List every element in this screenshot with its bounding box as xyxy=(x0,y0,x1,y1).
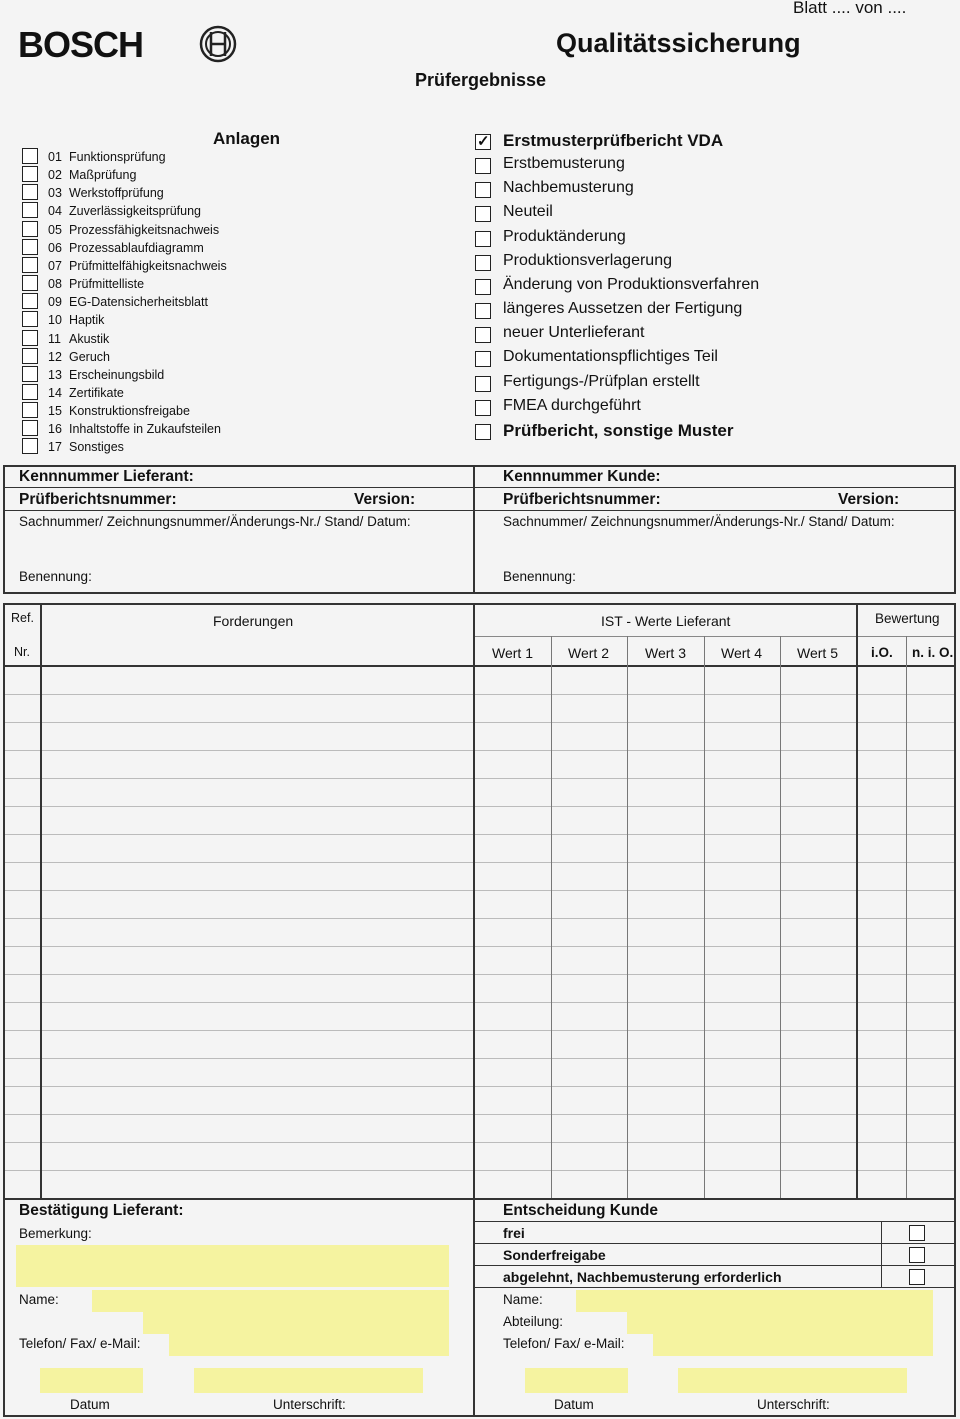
right-report-number-label: Prüfberichtsnummer: xyxy=(503,491,661,508)
supplier-confirmation-heading: Bestätigung Lieferant: xyxy=(19,1202,184,1219)
customer-name-field[interactable] xyxy=(576,1290,933,1312)
customer-id-label: Kennnummer Kunde: xyxy=(503,468,661,485)
sample-option-label: FMEA durchgeführt xyxy=(503,396,641,414)
left-part-number-label: Sachnummer/ Zeichnungsnummer/Änderungs-Nr./ Stand/ Datum: xyxy=(19,514,411,529)
attachment-number: 03 xyxy=(48,186,62,201)
supplier-signature-field[interactable] xyxy=(194,1368,423,1393)
attachment-checkbox[interactable] xyxy=(22,275,38,291)
requirements-header: Forderungen xyxy=(213,613,294,629)
customer-date-field[interactable] xyxy=(525,1368,628,1393)
attachment-checkbox[interactable] xyxy=(22,221,38,237)
supplier-contact-label: Telefon/ Fax/ e-Mail: xyxy=(19,1336,141,1351)
attachment-number: 06 xyxy=(48,240,62,255)
bosch-logo-text: BOSCH xyxy=(18,24,144,65)
sample-option-checkbox[interactable] xyxy=(475,424,491,440)
sample-option-label: Produktänderung xyxy=(503,227,626,245)
sample-option-label: Änderung von Produktionsverfahren xyxy=(503,275,760,293)
attachment-number: 02 xyxy=(48,168,62,183)
page-title: Qualitätssicherung xyxy=(556,28,801,58)
decision-option-checkbox[interactable] xyxy=(909,1225,925,1241)
right-part-number-label: Sachnummer/ Zeichnungsnummer/Änderungs-Nr./ Stand/ Datum: xyxy=(503,514,895,529)
attachment-label: Maßprüfung xyxy=(69,168,137,183)
attachment-number: 07 xyxy=(48,258,62,273)
customer-signature-label: Unterschrift: xyxy=(757,1397,830,1412)
attachment-label: Zuverlässigkeitsprüfung xyxy=(69,204,202,219)
supplier-signature-label: Unterschrift: xyxy=(273,1397,346,1412)
sample-option-checkbox[interactable] xyxy=(475,134,491,150)
attachment-label: Funktionsprüfung xyxy=(69,150,166,164)
attachment-label: Prozessablaufdiagramm xyxy=(69,240,204,255)
value-header: Wert 4 xyxy=(721,645,762,661)
remark-field[interactable] xyxy=(16,1245,449,1287)
sample-option-label: Erstbemusterung xyxy=(503,155,625,173)
sample-option-checkbox[interactable] xyxy=(475,206,491,222)
sample-option-label: Neuteil xyxy=(503,203,553,221)
sample-option-checkbox[interactable] xyxy=(475,279,491,295)
sample-option-label: Prüfbericht, sonstige Muster xyxy=(503,420,734,440)
attachment-checkbox[interactable] xyxy=(22,402,38,418)
io-header: i.O. xyxy=(871,645,893,660)
attachment-number: 14 xyxy=(48,385,62,400)
actual-values-header: IST - Werte Lieferant xyxy=(601,613,731,629)
customer-contact-field[interactable] xyxy=(653,1334,933,1356)
attachment-label: Sonstiges xyxy=(69,440,124,455)
left-version-label: Version: xyxy=(354,491,416,508)
attachment-checkbox[interactable] xyxy=(22,311,38,327)
supplier-date-field[interactable] xyxy=(40,1368,143,1393)
sample-option-label: Erstmusterprüfbericht VDA xyxy=(503,131,724,150)
sample-option-checkbox[interactable] xyxy=(475,231,491,247)
attachment-checkbox[interactable] xyxy=(22,438,38,454)
sample-option-label: längeres Aussetzen der Fertigung xyxy=(503,300,743,318)
rating-header: Bewertung xyxy=(875,611,940,626)
decision-option-label: Sonderfreigabe xyxy=(503,1247,606,1263)
attachment-number: 08 xyxy=(48,277,62,292)
sheet-number: Blatt .... von .... xyxy=(793,0,907,17)
supplier-id-label: Kennnummer Lieferant: xyxy=(19,468,194,485)
right-version-label: Version: xyxy=(838,491,900,508)
sample-option-checkbox[interactable] xyxy=(475,351,491,367)
sample-option-label: Dokumentationspflichtiges Teil xyxy=(503,348,718,366)
attachment-number: 11 xyxy=(48,331,61,346)
customer-name-label: Name: xyxy=(503,1292,543,1307)
supplier-name-label: Name: xyxy=(19,1292,59,1307)
remark-label: Bemerkung: xyxy=(19,1226,92,1241)
supplier-name-field[interactable] xyxy=(92,1290,449,1312)
attachment-label: Haptik xyxy=(69,313,105,328)
sample-option-checkbox[interactable] xyxy=(475,400,491,416)
attachment-number: 13 xyxy=(48,367,62,382)
attachment-label: Zertifikate xyxy=(69,385,124,400)
decision-option-label: frei xyxy=(503,1225,525,1241)
attachment-label: Erscheinungsbild xyxy=(69,367,165,382)
sample-option-checkbox[interactable] xyxy=(475,327,491,343)
attachment-label: Konstruktionsfreigabe xyxy=(69,404,190,419)
customer-department-label: Abteilung: xyxy=(503,1314,564,1329)
attachments-heading: Anlagen xyxy=(213,129,281,148)
attachment-number: 12 xyxy=(48,349,62,364)
attachment-number: 16 xyxy=(48,422,62,437)
attachment-label: Werkstoffprüfung xyxy=(69,186,164,201)
sample-option-label: Fertigungs-/Prüfplan erstellt xyxy=(503,372,700,390)
attachment-number: 01 xyxy=(48,150,62,164)
left-designation-label: Benennung: xyxy=(19,569,92,584)
sample-option-checkbox[interactable] xyxy=(475,303,491,319)
decision-option-checkbox[interactable] xyxy=(909,1247,925,1263)
supplier-name-field-2[interactable] xyxy=(143,1312,449,1334)
value-header: Wert 2 xyxy=(568,645,609,661)
attachment-checkbox[interactable] xyxy=(22,420,38,436)
attachment-checkbox[interactable] xyxy=(22,384,38,400)
value-header: Wert 3 xyxy=(645,645,686,661)
attachment-label: EG-Datensicherheitsblatt xyxy=(69,295,208,310)
page-subtitle: Prüfergebnisse xyxy=(415,70,547,90)
customer-signature-field[interactable] xyxy=(678,1368,907,1393)
attachment-checkbox[interactable] xyxy=(22,366,38,382)
attachment-number: 17 xyxy=(48,440,62,455)
attachment-label: Inhaltstoffe in Zukaufsteilen xyxy=(69,422,221,437)
attachment-checkbox[interactable] xyxy=(22,184,38,200)
customer-date-label: Datum xyxy=(554,1397,594,1412)
attachment-label: Akustik xyxy=(69,331,110,346)
attachment-number: 09 xyxy=(48,295,62,310)
left-report-number-label: Prüfberichtsnummer: xyxy=(19,491,177,508)
customer-department-field[interactable] xyxy=(627,1312,933,1334)
sample-option-label: neuer Unterlieferant xyxy=(503,324,645,342)
sample-option-checkbox[interactable] xyxy=(475,158,491,174)
attachment-checkbox[interactable] xyxy=(22,348,38,364)
attachment-number: 15 xyxy=(48,404,62,419)
right-designation-label: Benennung: xyxy=(503,569,576,584)
sample-option-checkbox[interactable] xyxy=(475,376,491,392)
nr-header: Nr. xyxy=(14,645,30,659)
attachment-label: Prüfmittelfähigkeitsnachweis xyxy=(69,258,227,273)
attachment-checkbox[interactable] xyxy=(22,257,38,273)
bosch-armature-icon xyxy=(199,25,237,63)
decision-option-checkbox[interactable] xyxy=(909,1269,925,1285)
attachment-label: Prozessfähigkeitsnachweis xyxy=(69,222,220,237)
attachment-label: Prüfmittelliste xyxy=(69,277,145,292)
customer-decision-heading: Entscheidung Kunde xyxy=(503,1202,658,1219)
attachment-checkbox[interactable] xyxy=(22,148,38,164)
sample-option-checkbox[interactable] xyxy=(475,182,491,198)
supplier-contact-field[interactable] xyxy=(169,1334,449,1356)
attachment-checkbox[interactable] xyxy=(22,202,38,218)
attachment-number: 10 xyxy=(48,313,62,328)
attachment-checkbox[interactable] xyxy=(22,239,38,255)
sample-option-label: Nachbemusterung xyxy=(503,179,634,197)
value-header: Wert 1 xyxy=(492,645,533,661)
attachment-checkbox[interactable] xyxy=(22,293,38,309)
sample-option-checkbox[interactable] xyxy=(475,255,491,271)
sample-option-label: Produktionsverlagerung xyxy=(503,251,672,269)
nio-header: n. i. O. xyxy=(912,645,954,660)
attachment-number: 04 xyxy=(48,204,62,219)
attachment-number: 05 xyxy=(48,222,62,237)
attachment-label: Geruch xyxy=(69,349,110,364)
supplier-date-label: Datum xyxy=(70,1397,110,1412)
customer-contact-label: Telefon/ Fax/ e-Mail: xyxy=(503,1336,625,1351)
value-header: Wert 5 xyxy=(797,645,838,661)
decision-option-label: abgelehnt, Nachbemusterung erforderlich xyxy=(503,1269,782,1285)
attachment-checkbox[interactable] xyxy=(22,166,38,182)
attachment-checkbox[interactable] xyxy=(22,330,38,346)
ref-header: Ref. xyxy=(11,611,34,625)
